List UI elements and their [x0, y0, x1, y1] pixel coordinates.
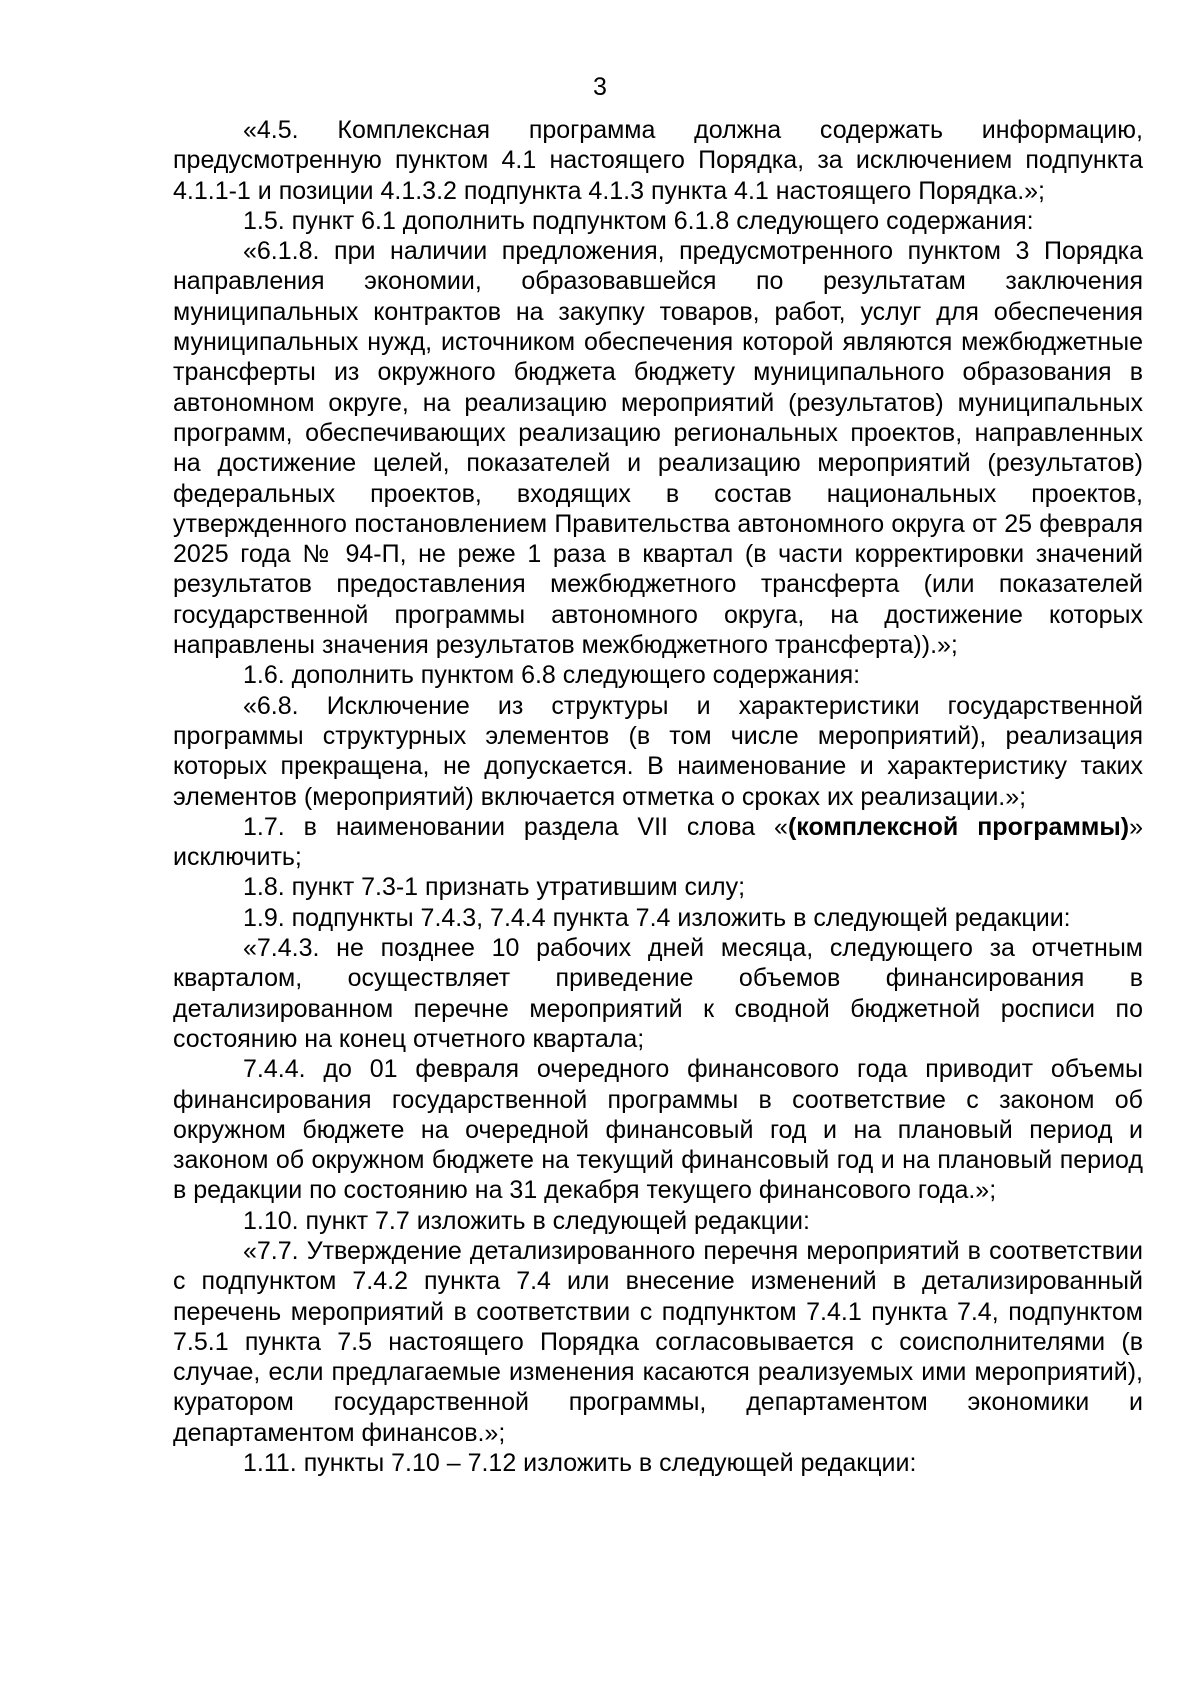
paragraph-1-6: 1.6. дополнить пунктом 6.8 следующего содержания:	[243, 661, 861, 690]
bold-phrase: (комплексной программы)	[787, 812, 1130, 841]
paragraph-4-5: «4.5. Комплексная программа должна содержать информацию, предусмотренную пунктом 4.1 настоящего Порядка, за исключением подпункта 4.1.1-1 и позиции 4.1.3.2 подпункта 4.1.3 пункта 4.1 настоящего Порядка.»;	[173, 116, 1143, 205]
document-body	[173, 115, 1143, 1478]
paragraph-1-7-end: » исключить;	[173, 812, 1143, 872]
paragraph-1-7	[173, 812, 1143, 873]
paragraph-7-4-4: 7.4.4. до 01 февраля очередного финансового года приводит объемы финансирования государственной программы в соответствие с законом об окружном бюджете на очередной финансовый год и на плановый период и законом об окружном бюджете на текущий финансовый год и на плановый период в редакции по состоянию на 31 декабря текущего финансового года.»;	[173, 1055, 1143, 1205]
paragraph-7-7: «7.7. Утверждение детализированного перечня мероприятий в соответствии с подпунктом 7.4.2 пункта 7.4 или внесение изменений в детализированный перечень мероприятий в соответствии с подпунктом 7.4.1 пункта 7.4, подпунктом 7.5.1 пункта 7.5 настоящего Порядка согласовывается с соисполнителями (в случае, если предлагаемые изменения касаются реализуемых ими мероприятий), куратором государственной программы, департаментом экономики и департаментом финансов.»;	[173, 1236, 1143, 1447]
page-number: 3	[593, 73, 607, 101]
paragraph-1-10: 1.10. пункт 7.7 изложить в следующей редакции:	[243, 1206, 810, 1235]
paragraph-7-4-3: «7.4.3. не позднее 10 рабочих дней месяца, следующего за отчетным кварталом, осуществляет приведение объемов финансирования в детализированном перечне мероприятий к сводной бюджетной росписи по состоянию на конец отчетного квартала;	[173, 934, 1143, 1053]
paragraph-1-7-start: 1.7. в наименовании раздела VII слова «	[243, 812, 788, 841]
paragraph-1-9: 1.9. подпункты 7.4.3, 7.4.4 пункта 7.4 изложить в следующей редакции:	[243, 903, 1071, 932]
paragraph-1-8: 1.8. пункт 7.3-1 признать утратившим силу;	[243, 873, 746, 902]
paragraph-1-11: 1.11. пункты 7.10 – 7.12 изложить в следующей редакции:	[243, 1449, 917, 1478]
paragraph-1-5: 1.5. пункт 6.1 дополнить подпунктом 6.1.8 следующего содержания:	[243, 206, 1034, 235]
paragraph-6-8: «6.8. Исключение из структуры и характеристики государственной программы структурных элементов (в том числе мероприятий), реализация которых прекращена, не допускается. В наименование и характеристику таких элементов (мероприятий) включается отметка о сроках их реализации.»;	[173, 691, 1143, 811]
paragraph-6-1-8: «6.1.8. при наличии предложения, предусмотренного пунктом 3 Порядка направления экономии, образовавшейся по результатам заключения муниципальных контрактов на закупку товаров, работ, услуг для обеспечения муниципальных нужд, источником обеспечения которой являются межбюджетные трансферты из окружного бюджета бюджету муниципального образования в автономном округе, на реализацию мероприятий (результатов) муниципальных программ, обеспечивающих реализацию региональных проектов, направленных на достижение целей, показателей и реализацию мероприятий (результатов) федеральных проектов, входящих в состав национальных проектов, утвержденного постановлением Правительства автономного округа от 25 февраля 2025 года № 94-П, не реже 1 раза в квартал (в части корректировки значений результатов предоставления межбюджетного трансферта (или показателей государственной программы автономного округа, на достижение которых направлены значения результатов межбюджетного трансферта)).»;	[173, 237, 1143, 660]
